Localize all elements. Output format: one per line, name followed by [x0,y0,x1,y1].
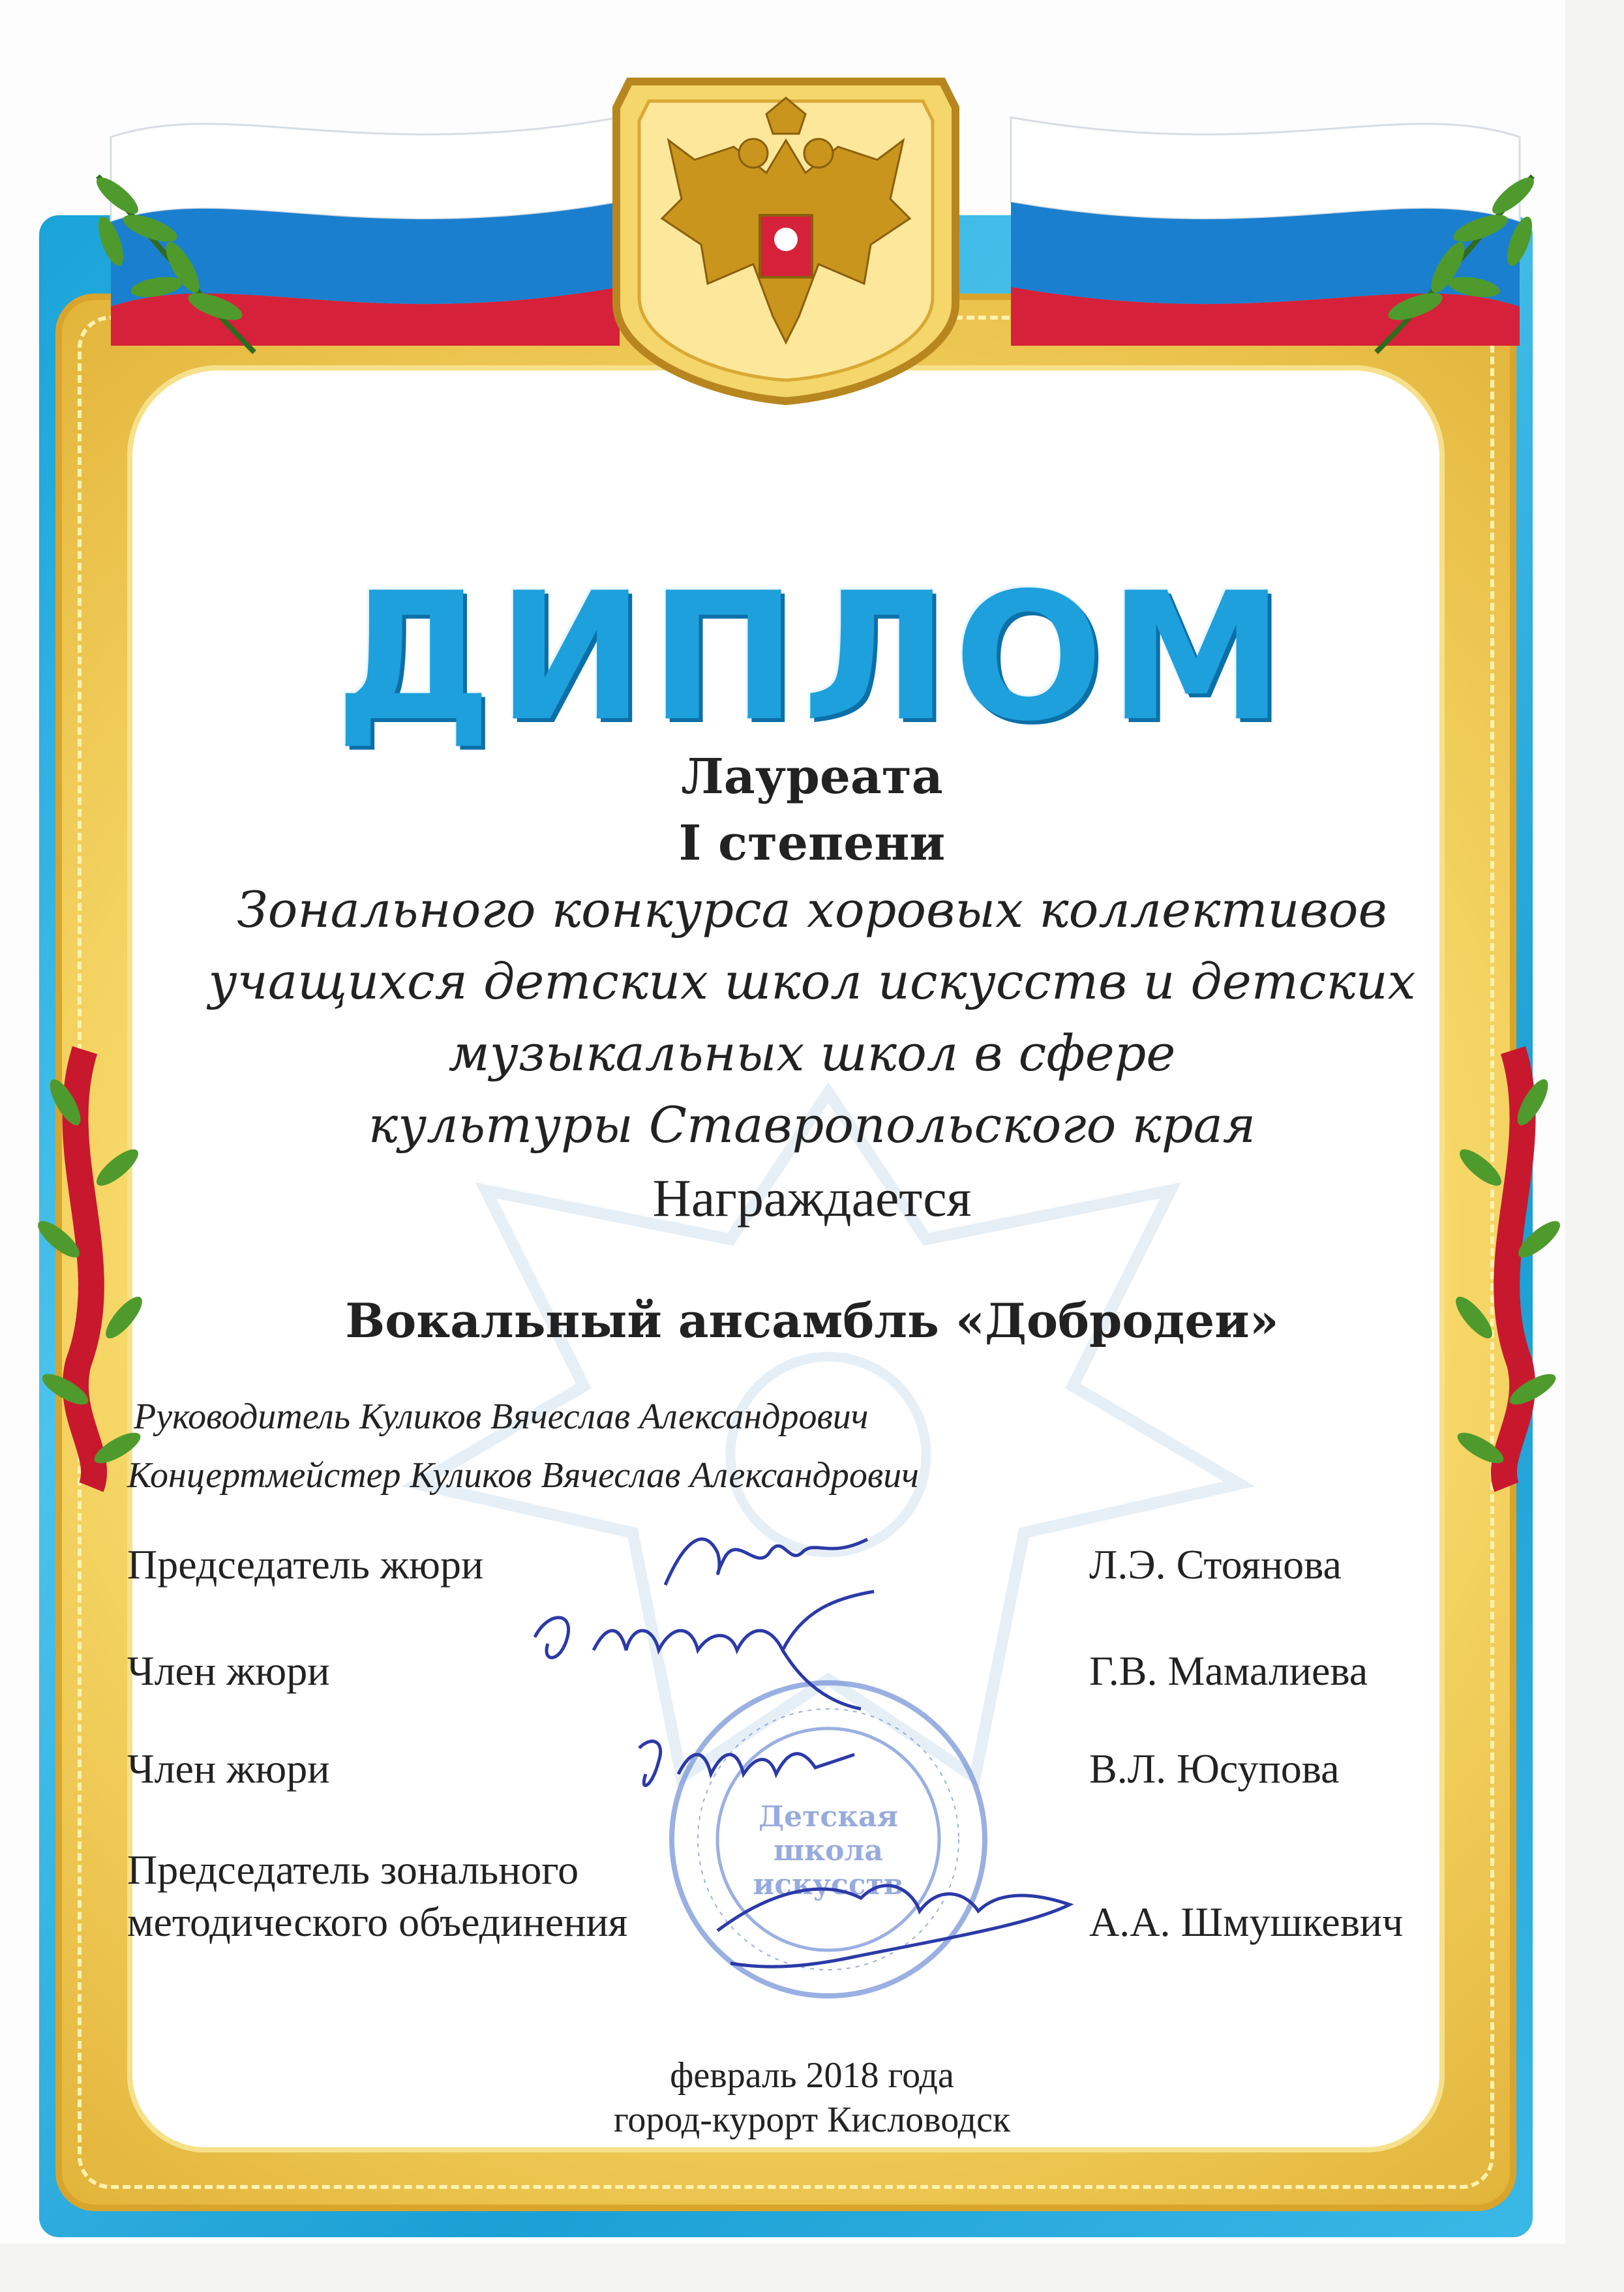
jury-role-zonal-chair-line2: методического объединения [127,1899,628,1945]
contest-line-3: музыкальных школ в сфере [448,1024,1176,1082]
jury-role-chair: Председатель жюри [127,1541,484,1588]
diploma-title: ДИПЛОМ [335,554,1289,760]
contest-line-4: культуры Ставропольского края [368,1096,1256,1154]
signature-zonal-chair-icon [691,1852,1083,1983]
laurel-branch-left-icon [72,157,267,365]
signature-member-2-icon [626,1722,861,1800]
jury-name-member-2: В.Л. Юсупова [1089,1745,1340,1792]
jury-role-member-1: Член жюри [127,1648,330,1694]
degree-text: I степени [678,815,946,871]
contest-line-1: Зонального конкурса хоровых коллективов [237,881,1387,939]
footer-date: февраль 2018 года [670,2055,954,2096]
laurel-branch-right-icon [1363,157,1559,365]
jury-role-member-2: Член жюри [127,1745,330,1792]
leader-line: Руководитель Куликов Вячеслав Александрович [134,1396,869,1437]
recipient-name: Вокальный ансамбль «Добродеи» [345,1293,1279,1348]
footer-city: город-курорт Кисловодск [613,2100,1011,2140]
jury-name-zonal-chair: А.А. Шмушкевич [1089,1899,1404,1945]
signature-member-1-icon [522,1585,926,1715]
stamp-text: Детская школа искусств [753,1800,904,1901]
awarded-text: Награждается [652,1168,972,1228]
jury-name-member-1: Г.В. Мамалиева [1089,1648,1368,1694]
contest-line-2: учащихся детских школ искусств и детских [208,952,1416,1010]
laurel-ribbon-right-icon [1441,1024,1572,1494]
jury-role-zonal-chair-line1: Председатель зонального [127,1847,579,1893]
accompanist-line: Концертмейстер Куликов Вячеслав Александрович [127,1455,919,1496]
jury-name-chair: Л.Э. Стоянова [1089,1541,1342,1588]
laureate-text: Лауреата [681,749,943,805]
coat-of-arms-icon [603,68,969,408]
